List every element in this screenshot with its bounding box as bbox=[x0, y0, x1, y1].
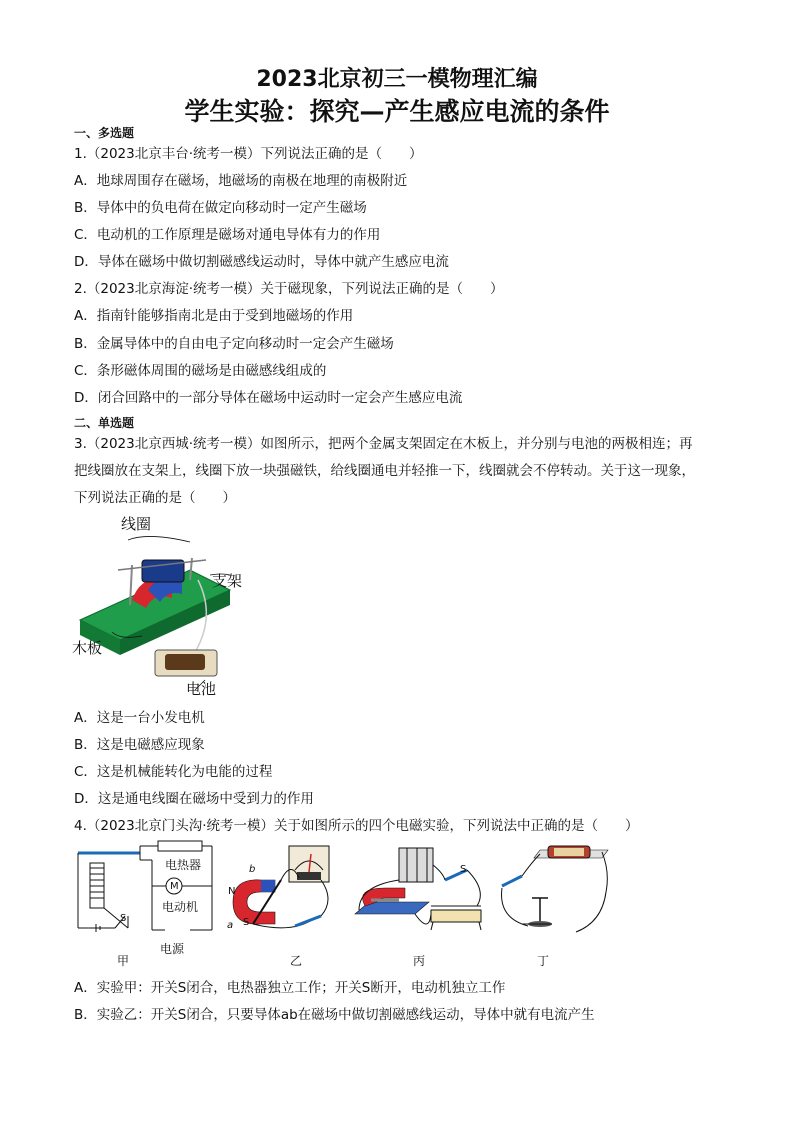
q4-label-motor-symbol: M bbox=[170, 881, 179, 892]
q2-option-b: B．金属导体中的自由电子定向移动时一定会产生磁场 bbox=[74, 336, 394, 352]
q3-stem-line-3: 下列说法正确的是（ ） bbox=[74, 490, 236, 506]
q4-label-magnet-s: S bbox=[243, 917, 250, 928]
q3-label-battery: 电池 bbox=[186, 680, 217, 698]
q2-option-c: C．条形磁体周围的磁场是由磁感线组成的 bbox=[74, 363, 327, 379]
q4-caption-yi: 乙 bbox=[290, 954, 303, 968]
battery-pack bbox=[399, 848, 433, 882]
q4-label-heater: 电热器 bbox=[165, 858, 202, 872]
q4-stem: 4.（2023北京门头沟·统考一模）关于如图所示的四个电磁实验，下列说法中正确的是（ ） bbox=[74, 818, 639, 834]
heater bbox=[158, 841, 202, 851]
q4-figure-jia bbox=[70, 838, 220, 948]
switch-ding bbox=[502, 876, 522, 886]
q4-label-n: N bbox=[228, 886, 236, 897]
page-subtitle: 学生实验：探究—产生感应电流的条件 bbox=[184, 97, 610, 126]
q2-option-d: D．闭合回路中的一部分导体在磁场中运动时一定会产生感应电流 bbox=[74, 390, 463, 406]
q3-motor-figure bbox=[70, 510, 260, 695]
q2-option-a: A．指南针能够指南北是由于受到地磁场的作用 bbox=[74, 308, 354, 324]
page-title: 2023北京初三一模物理汇编 bbox=[256, 67, 538, 92]
q1-option-c: C．电动机的工作原理是磁场对通电导体有力的作用 bbox=[74, 227, 381, 243]
q4-figure-ding bbox=[492, 838, 617, 950]
section-heading-multi: 一、多选题 bbox=[74, 126, 135, 140]
q4-label-motor: 电动机 bbox=[162, 900, 199, 914]
q3-option-c: C．这是机械能转化为电能的过程 bbox=[74, 764, 273, 780]
switch bbox=[295, 916, 321, 926]
q3-option-b: B．这是电磁感应现象 bbox=[74, 737, 205, 753]
q3-stem-line-2: 把线圈放在支架上，线圈下放一块强磁铁，给线圈通电并轻推一下，线圈就会不停转动。关于这一现象， bbox=[74, 463, 695, 479]
q3-option-d: D．这是通电线圈在磁场中受到力的作用 bbox=[74, 791, 314, 807]
q4-option-b: B．实验乙：开关S闭合，只要导体ab在磁场中做切割磁感线运动，导体中就有电流产生 bbox=[74, 1007, 595, 1023]
q1-option-d: D．导体在磁场中做切割磁感线运动时，导体中就产生感应电流 bbox=[74, 254, 449, 270]
q1-option-b: B．导体中的负电荷在做定向移动时一定产生磁场 bbox=[74, 200, 367, 216]
q4-caption-bing: 丙 bbox=[413, 954, 426, 968]
q4-caption-jia: 甲 bbox=[117, 954, 130, 968]
q4-label-a: a bbox=[227, 920, 234, 931]
q2-stem: 2.（2023北京海淀·统考一模）关于磁现象，下列说法正确的是（ ） bbox=[74, 281, 504, 297]
q4-label-b: b bbox=[249, 864, 256, 875]
q1-stem: 1.（2023北京丰台·统考一模）下列说法正确的是（ ） bbox=[74, 146, 423, 162]
q4-figure-bing bbox=[345, 840, 490, 950]
q4-label-source: 电源 bbox=[160, 942, 185, 956]
q4-label-switch: S bbox=[120, 913, 127, 924]
q4-caption-ding: 丁 bbox=[537, 954, 550, 968]
q4-option-a: A．实验甲：开关S闭合，电热器独立工作；开关S断开，电动机独立工作 bbox=[74, 980, 506, 996]
q3-label-stand: 支架 bbox=[212, 572, 243, 590]
section-heading-single: 二、单选题 bbox=[74, 416, 135, 430]
q4-figure-yi bbox=[225, 840, 340, 950]
rheostat bbox=[431, 910, 481, 922]
q3-stem-line-1: 3.（2023北京西城·统考一模）如图所示，把两个金属支架固定在木板上，并分别与电池的两极相连；再 bbox=[74, 436, 693, 452]
q4-label-switch-bing: S bbox=[460, 864, 467, 875]
q3-option-a: A．这是一台小发电机 bbox=[74, 710, 205, 726]
q3-label-board: 木板 bbox=[72, 639, 103, 657]
q3-label-coil: 线圈 bbox=[121, 515, 152, 533]
q1-option-a: A．地球周围存在磁场，地磁场的南极在地理的南极附近 bbox=[74, 173, 408, 189]
